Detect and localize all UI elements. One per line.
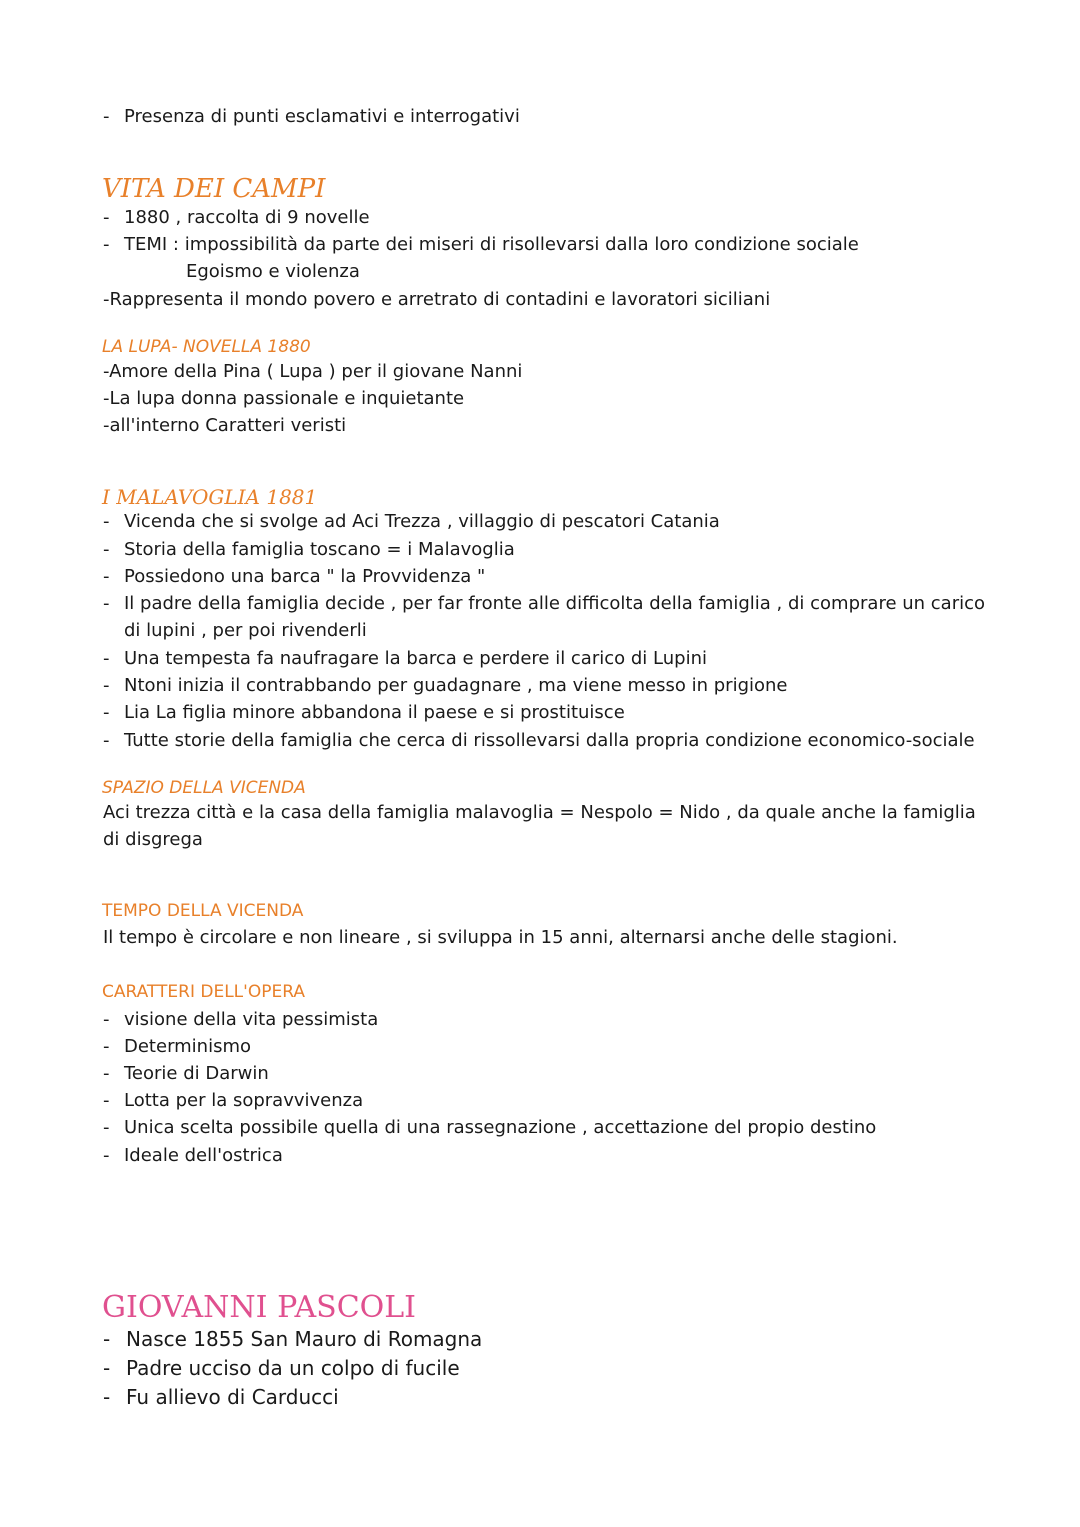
intro-bullet-text: Presenza di punti esclamativi e interrogativi <box>124 106 520 127</box>
malavoglia-bullet-7: Lia La figlia minore abbandona il paese e si prostituisce <box>124 702 625 723</box>
pascoli-bullet-3: Fu allievo di Carducci <box>126 1385 339 1409</box>
vita-dei-campi-indent-line: Egoismo e violenza <box>186 261 360 282</box>
bullet-dash: - <box>103 1356 111 1380</box>
malavoglia-heading: I MALAVOGLIA 1881 <box>102 485 318 509</box>
vita-dei-campi-heading: VITA DEI CAMPI <box>102 174 326 204</box>
vita-dei-campi-plain-line: -Rappresenta il mondo povero e arretrato di contadini e lavoratori siciliani <box>103 289 771 310</box>
bullet-dash: - <box>103 1327 111 1351</box>
vita-dei-campi-bullet-2: TEMI : impossibilità da parte dei miseri di risollevarsi dalla loro condizione sociale <box>124 234 859 255</box>
tempo-heading: TEMPO DELLA VICENDA <box>102 901 304 921</box>
caratteri-bullet-5: Unica scelta possibile quella di una rassegnazione , accettazione del propio destino <box>124 1117 877 1138</box>
la-lupa-line-2: -La lupa donna passionale e inquietante <box>103 388 465 409</box>
la-lupa-heading: LA LUPA- NOVELLA 1880 <box>102 337 311 357</box>
bullet-dash: - <box>103 566 110 587</box>
caratteri-bullet-2: Determinismo <box>124 1036 252 1057</box>
malavoglia-bullet-4-continuation: di lupini , per poi rivenderli <box>124 620 367 641</box>
caratteri-bullet-1: visione della vita pessimista <box>124 1009 379 1030</box>
bullet-dash: - <box>103 1090 110 1111</box>
bullet-dash: - <box>103 1385 111 1409</box>
bullet-dash: - <box>103 593 110 614</box>
bullet-dash: - <box>103 207 110 228</box>
bullet-dash: - <box>103 1145 110 1166</box>
pascoli-bullet-2: Padre ucciso da un colpo di fucile <box>126 1356 460 1380</box>
caratteri-bullet-4: Lotta per la sopravvivenza <box>124 1090 364 1111</box>
pascoli-heading: GIOVANNI PASCOLI <box>102 1290 417 1325</box>
bullet-dash: - <box>103 511 110 532</box>
bullet-dash: - <box>103 648 110 669</box>
spazio-line-1: Aci trezza città e la casa della famiglia malavoglia = Nespolo = Nido , da quale anche la famiglia <box>103 802 976 823</box>
pascoli-bullet-1: Nasce 1855 San Mauro di Romagna <box>126 1327 483 1351</box>
malavoglia-bullet-8: Tutte storie della famiglia che cerca di rissollevarsi dalla propria condizione economico-sociale <box>124 730 975 751</box>
malavoglia-bullet-4: Il padre della famiglia decide , per far fronte alle difficolta della famiglia , di comprare un carico <box>124 593 986 614</box>
spazio-heading: SPAZIO DELLA VICENDA <box>102 778 306 798</box>
spazio-line-2: di disgrega <box>103 829 203 850</box>
la-lupa-line-1: -Amore della Pina ( Lupa ) per il giovane Nanni <box>103 361 523 382</box>
bullet-dash: - <box>103 702 110 723</box>
bullet-dash: - <box>103 234 110 255</box>
la-lupa-line-3: -all'interno Caratteri veristi <box>103 415 347 436</box>
bullet-dash: - <box>103 1063 110 1084</box>
bullet-dash: - <box>103 539 110 560</box>
tempo-line: Il tempo è circolare e non lineare , si sviluppa in 15 anni, alternarsi anche delle stagioni. <box>103 927 898 948</box>
malavoglia-bullet-2: Storia della famiglia toscano = i Malavoglia <box>124 539 515 560</box>
malavoglia-bullet-1: Vicenda che si svolge ad Aci Trezza , villaggio di pescatori Catania <box>124 511 720 532</box>
bullet-dash: - <box>103 106 110 127</box>
malavoglia-bullet-5: Una tempesta fa naufragare la barca e perdere il carico di Lupini <box>124 648 707 669</box>
bullet-dash: - <box>103 1009 110 1030</box>
malavoglia-bullet-6: Ntoni inizia il contrabbando per guadagnare , ma viene messo in prigione <box>124 675 788 696</box>
caratteri-heading: CARATTERI DELL'OPERA <box>102 982 305 1002</box>
bullet-dash: - <box>103 1036 110 1057</box>
vita-dei-campi-bullet-1: 1880 , raccolta di 9 novelle <box>124 207 370 228</box>
bullet-dash: - <box>103 1117 110 1138</box>
bullet-dash: - <box>103 730 110 751</box>
caratteri-bullet-3: Teorie di Darwin <box>124 1063 269 1084</box>
bullet-dash: - <box>103 675 110 696</box>
caratteri-bullet-6: Ideale dell'ostrica <box>124 1145 283 1166</box>
malavoglia-bullet-3: Possiedono una barca " la Provvidenza " <box>124 566 486 587</box>
